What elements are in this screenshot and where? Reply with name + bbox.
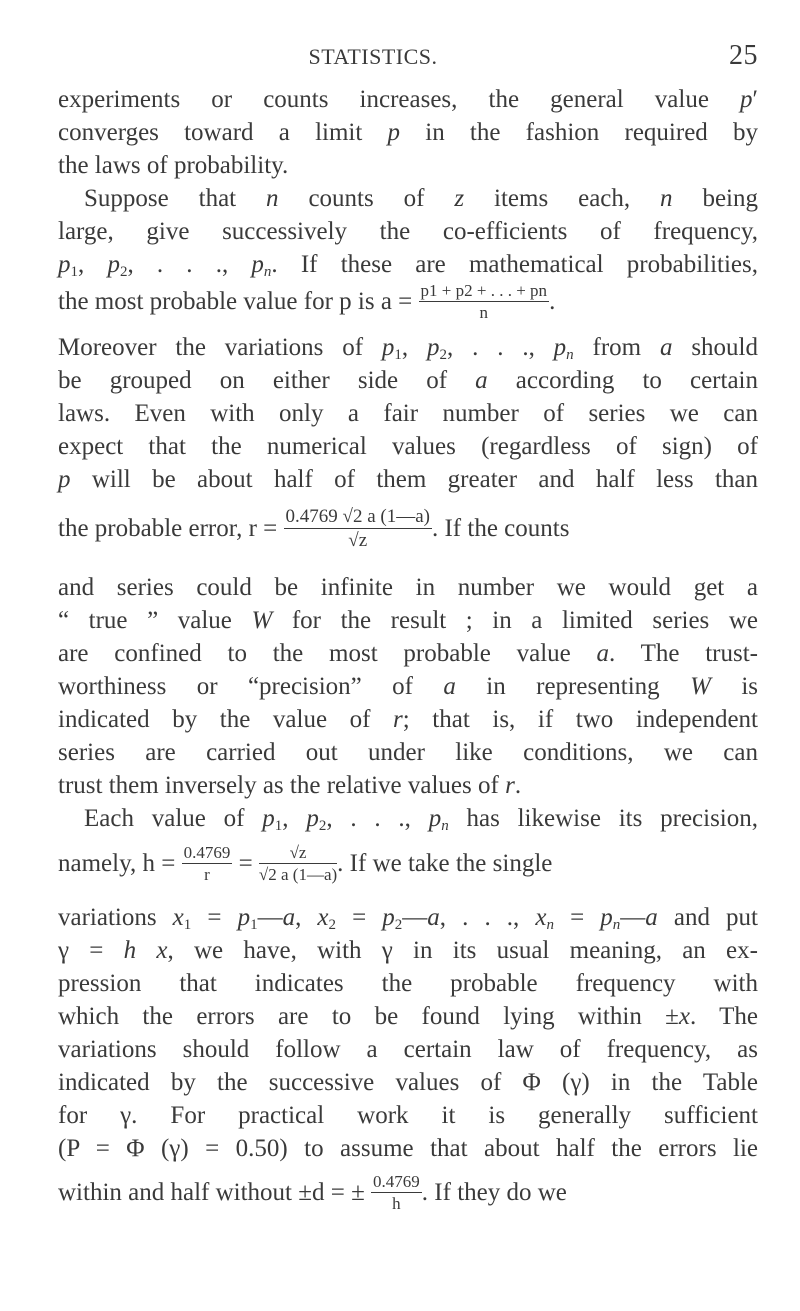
h-numerator-1: 0.4769 — [183, 842, 231, 862]
h-lead: namely, h = — [58, 850, 176, 877]
running-header — [58, 40, 758, 74]
text-line: the laws of probability. — [58, 152, 289, 179]
pe-numerator: 0.4769 √2 a (1—a) — [285, 505, 430, 527]
text-line: indicated by the successive values of Φ (γ) in the Table — [58, 1069, 758, 1096]
text-line: (P = Φ (γ) = 0.50) to assume that about half the errors lie — [58, 1135, 758, 1162]
mean-denominator: n — [479, 302, 489, 322]
text-line: and series could be infinite in number we would get a — [58, 574, 758, 601]
d-denominator: h — [392, 1193, 401, 1213]
pe-lead: the probable error, r = — [58, 515, 278, 542]
text-line: experiments or counts increases, the general value p′ — [58, 86, 758, 113]
h-denominator-2: √2 a (1—a) — [258, 864, 338, 884]
mean-numerator: p1 + p2 + . . . + pn — [420, 280, 548, 300]
text-line: for γ. For practical work it is generally sufficient — [58, 1102, 758, 1129]
text-line: trust them inversely as the relative values of r. — [58, 772, 522, 799]
h-tail: . If we take the single — [337, 850, 553, 877]
text-line: expect that the numerical values (regardless of sign) of — [58, 433, 758, 460]
text-line: Each value of $p_1$, $p_2$, . . ., $p_n$ has likewise its precision, — [84, 805, 759, 834]
text-line: converges toward a limit p in the fashion required by — [58, 119, 759, 146]
text-line: p will be about half of them greater and half less than — [58, 466, 758, 493]
pe-tail: . If the counts — [431, 515, 570, 542]
text-line: Suppose that n counts of z items each, n being — [84, 185, 758, 212]
d-tail: . If they do we — [421, 1179, 567, 1206]
mean-fraction — [419, 282, 550, 321]
text-line: which the errors are to be found lying within ±x. The — [58, 1003, 759, 1030]
mean-formula-line: the most probable value for p is a = $\frac{p1 + p2 + . . . + pn}{n}$ . — [58, 280, 556, 322]
text-line: “ true ” value W for the result ; in a limited series we — [58, 607, 759, 634]
text-line: are confined to the most probable value a. The trust- — [58, 640, 758, 667]
h-fraction-2 — [259, 844, 337, 883]
d-numerator: 0.4769 — [373, 1171, 420, 1191]
text-line: pression that indicates the probable frequency with — [58, 970, 758, 997]
text-line: γ = h x, we have, with γ in its usual meaning, an ex- — [58, 937, 758, 964]
page-number: 25 — [729, 40, 758, 71]
text-line: variations should follow a certain law of frequency, as — [58, 1036, 758, 1063]
probable-error-line — [58, 500, 758, 558]
pe-denominator: √z — [348, 529, 368, 551]
book-page — [58, 0, 758, 1311]
precision-formula-line: namely, h = $\frac{0.4769}{r}$ = $\frac{√z}{√2 a (1—a)}$ . If we take the single — [58, 842, 553, 884]
d-lead: within and half without ±d = ± — [58, 1179, 365, 1206]
text-line: worthiness or “precision” of a in representing W is — [58, 673, 758, 700]
h-denominator-1: r — [204, 864, 210, 884]
pe-fraction — [284, 507, 432, 550]
text-line: Moreover the variations of $p_1$, $p_2$, . . ., $p_n$ from a should — [58, 334, 758, 363]
d-fraction — [371, 1173, 422, 1212]
h-fraction-1 — [182, 844, 233, 883]
text-line: $p_1$, $p_2$, . . ., $p_n$. If these are mathematical probabilities, — [58, 251, 759, 280]
text-line: indicated by the value of r; that is, if two independent — [58, 706, 758, 733]
text-line: laws. Even with only a fair number of series we can — [58, 400, 758, 427]
text-line: be grouped on either side of a according to certain — [58, 367, 759, 394]
text-line: large, give successively the co-efficients of frequency, — [58, 218, 758, 245]
text-line: variations $x_1$ = $p_1—a$, $x_2$ = $p_2—a$, . . ., $x_n$ = $p_n—a$ and put — [58, 904, 758, 933]
mean-lead: the most probable value for p is a = — [58, 288, 413, 315]
header-title: STATISTICS. — [308, 44, 438, 69]
deviation-formula-line — [58, 1166, 758, 1220]
text-line: series are carried out under like conditions, we can — [58, 739, 758, 766]
h-numerator-2: √z — [259, 844, 337, 864]
